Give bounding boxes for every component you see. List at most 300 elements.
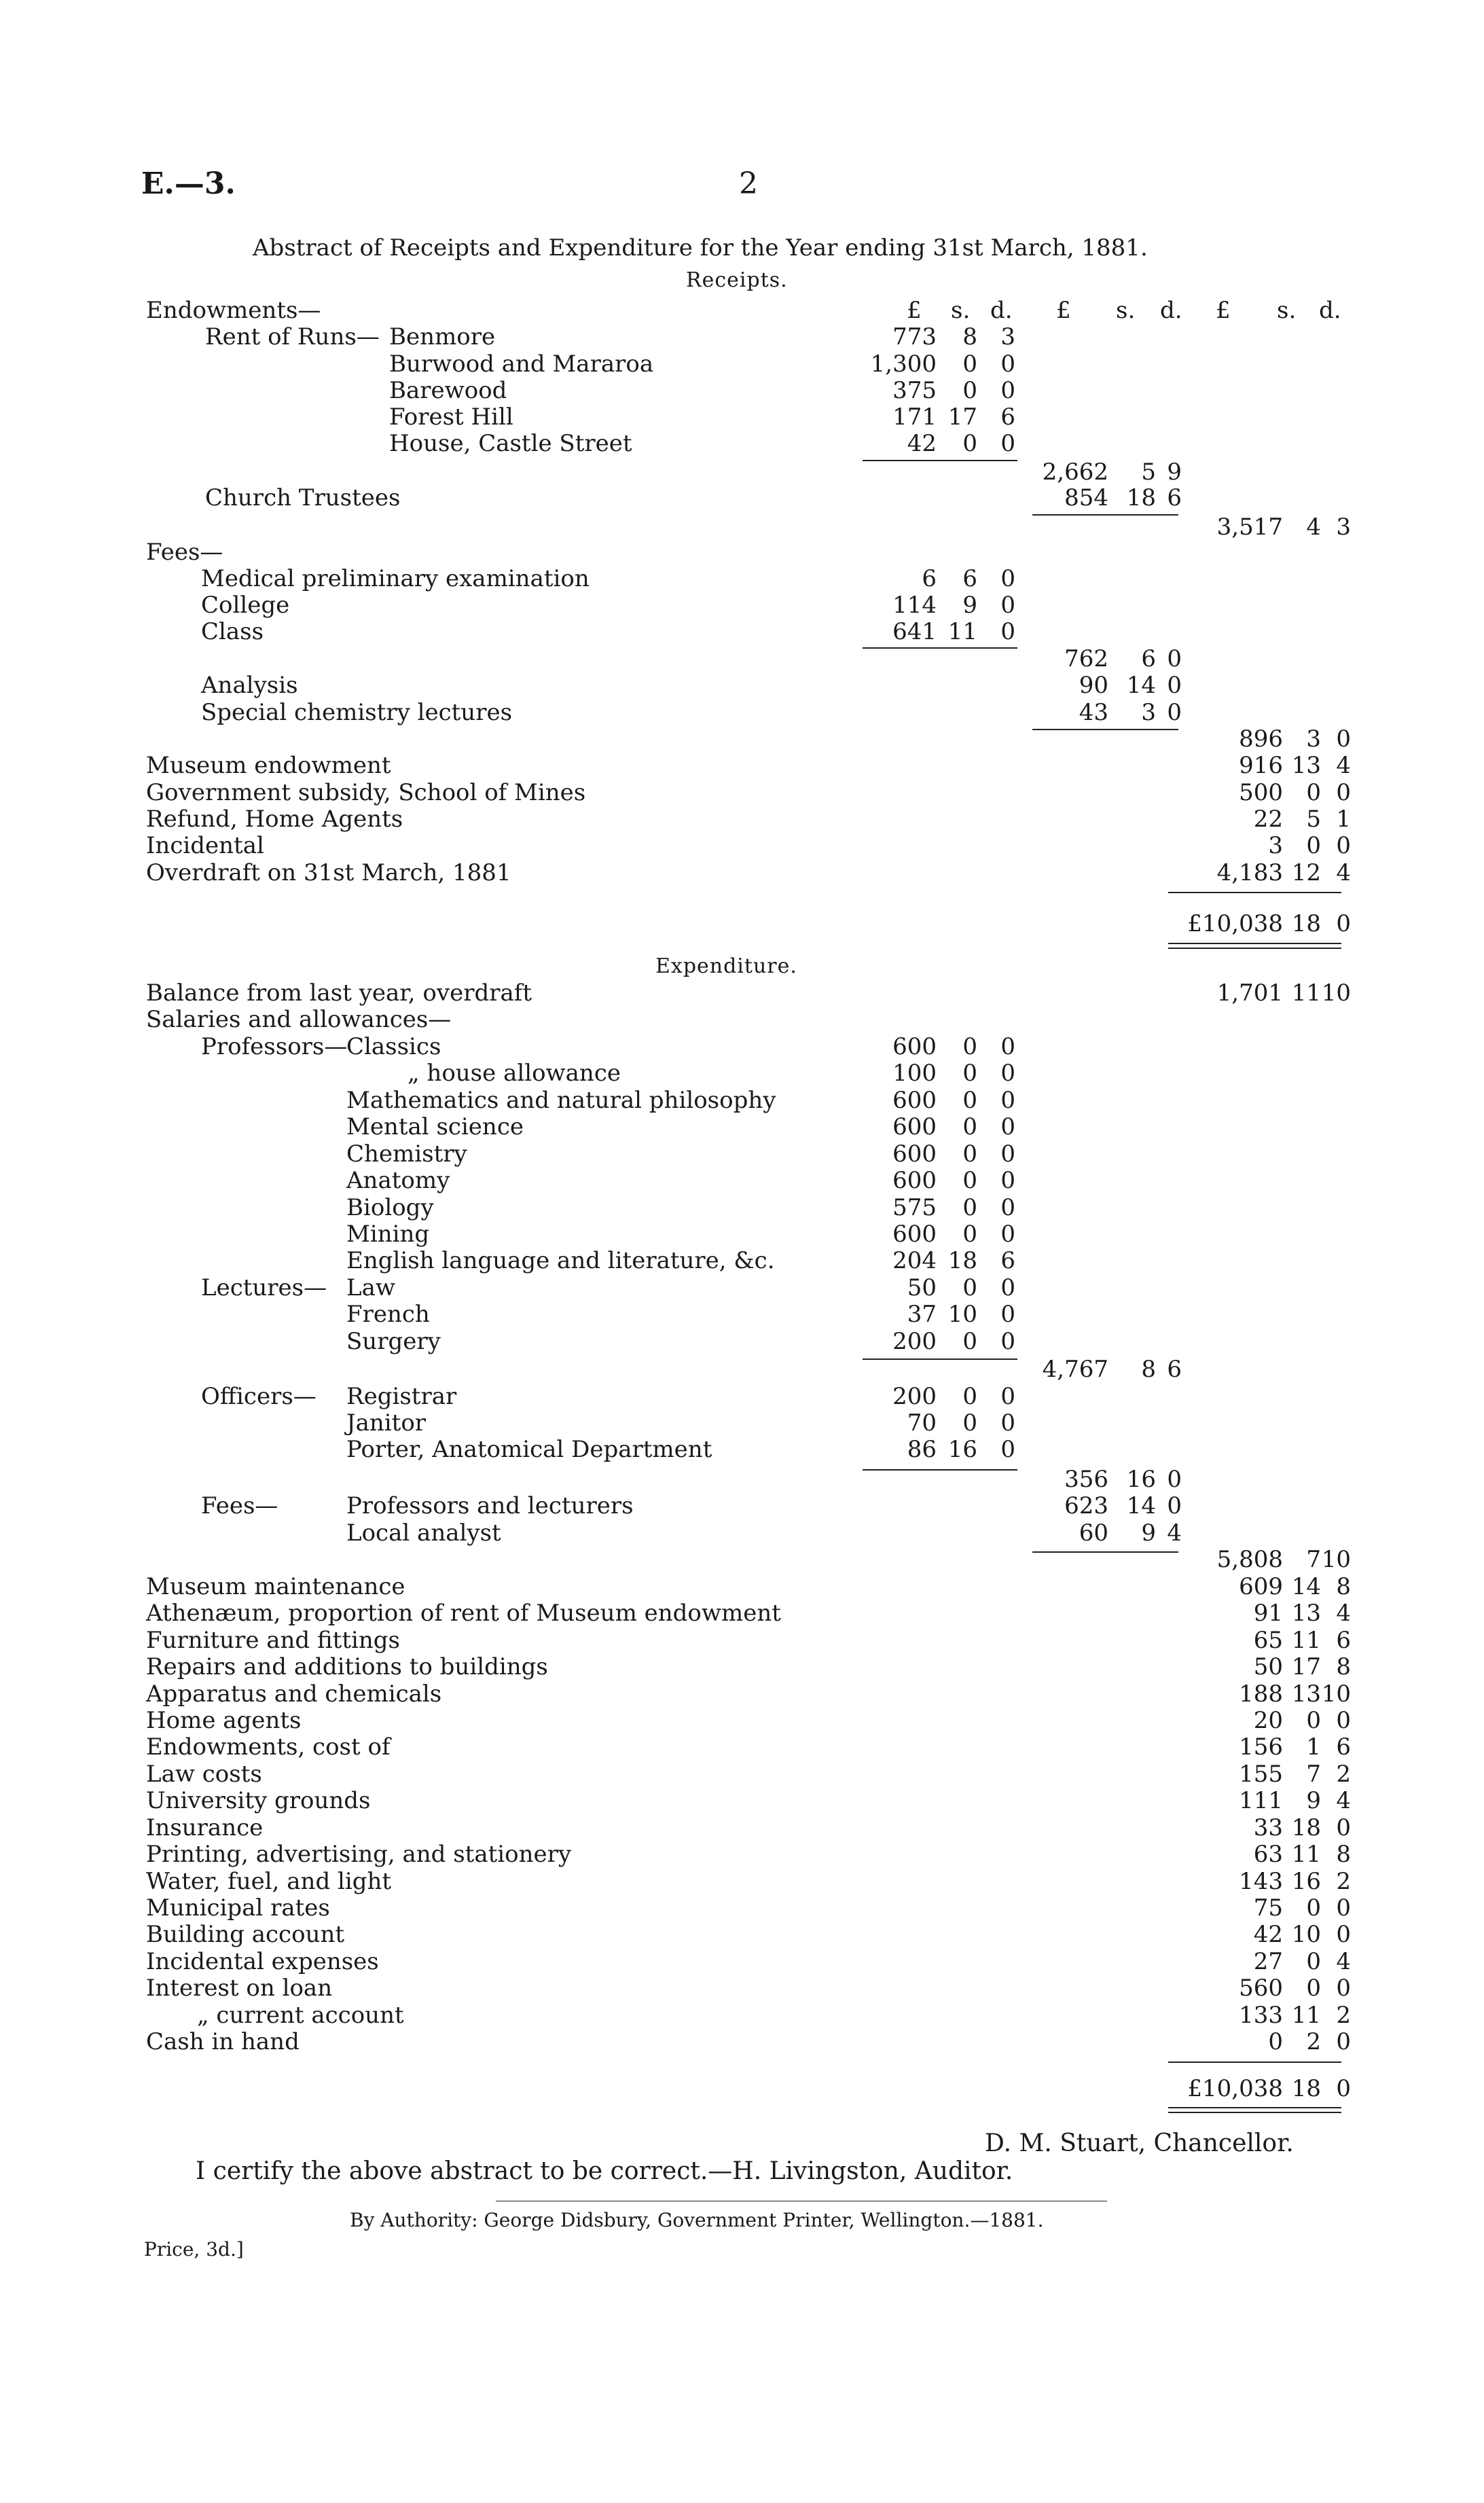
fee-label: Class (201, 618, 264, 645)
amount-pounds: 375 (892, 377, 937, 404)
amount-shillings: 16 (947, 1436, 977, 1463)
amount-shillings: 0 (962, 1087, 977, 1114)
amount-pounds: 600 (892, 1113, 937, 1140)
amount-shillings: 6 (1141, 645, 1156, 672)
amount-shillings: 17 (947, 403, 977, 431)
professor-row (0, 1167, 1484, 1194)
amount-shillings: 0 (1306, 1707, 1321, 1734)
lecture-label: Surgery (346, 1328, 441, 1355)
amount-pence: 0 (1167, 645, 1182, 672)
amount-shillings: 3 (1141, 699, 1156, 726)
page-title: Abstract of Receipts and Expenditure for the Year ending 31st March, 1881. (253, 234, 1148, 262)
amount-pence: 0 (1336, 832, 1351, 859)
amount-shillings: 0 (962, 1383, 977, 1410)
amount-pence: 4 (1336, 859, 1351, 886)
receipts-heading: Receipts. (686, 268, 788, 292)
amount-pounds: 204 (892, 1247, 937, 1274)
officers-subtotal-row (0, 1466, 1484, 1493)
amount-pounds: 575 (892, 1194, 937, 1221)
expenditure-label: Interest on loan (146, 1975, 333, 2002)
analysis-row (0, 672, 1484, 699)
officer-label: Janitor (346, 1409, 427, 1437)
amount-pounds: 600 (892, 1140, 937, 1168)
amount-pence: 0 (1000, 1383, 1015, 1410)
expenditure-label: Building account (146, 1921, 345, 1948)
expenditure-label: Insurance (146, 1814, 264, 1841)
grand-total-double-rule (1168, 2107, 1341, 2113)
amount-pounds: 33 (1253, 1814, 1283, 1841)
lecture-label: French (346, 1301, 430, 1328)
receipt-label: Museum endowment (146, 752, 391, 779)
price-note: Price, 3d.] (144, 2238, 244, 2261)
amount-pence: 0 (1336, 2075, 1351, 2102)
amount-pence: 6 (1000, 403, 1015, 431)
amount-pounds: 22 (1253, 806, 1283, 833)
amount-pence: 0 (1336, 1975, 1351, 2002)
expenditure-row (0, 1894, 1484, 1922)
fees-exp-label: Fees— (201, 1492, 278, 1519)
amount-shillings: 0 (962, 1140, 977, 1168)
amount-pounds: 773 (892, 323, 937, 350)
receipt-other-row (0, 779, 1484, 806)
amount-shillings: 14 (1126, 672, 1156, 699)
amount-pence: 6 (1167, 1356, 1182, 1383)
amount-pounds: 4,183 (1216, 859, 1283, 886)
expenditure-label: Endowments, cost of (146, 1733, 391, 1761)
amount-pounds: 916 (1239, 752, 1283, 779)
amount-pence: 0 (1000, 592, 1015, 619)
receipt-other-row (0, 859, 1484, 886)
amount-pence: 0 (1000, 377, 1015, 404)
fees-subtotal-row (0, 645, 1484, 672)
amount-pence: 0 (1167, 1466, 1182, 1493)
amount-pounds: 500 (1239, 779, 1283, 806)
rent-row (0, 430, 1484, 457)
fee-label: Medical preliminary examination (201, 565, 590, 592)
amount-pounds: 2,662 (1042, 458, 1108, 486)
amount-pence: 3 (1000, 323, 1015, 350)
endowments-heading-row (0, 297, 1484, 324)
fees-exp-row (0, 1519, 1484, 1547)
expenditure-row (0, 2028, 1484, 2055)
special-lectures-row (0, 699, 1484, 726)
amount-pence: 0 (1000, 1194, 1015, 1221)
amount-pence: 4 (1336, 1600, 1351, 1627)
amount-shillings: 6 (962, 565, 977, 592)
amount-pounds: 27 (1253, 1948, 1283, 1975)
amount-shillings: 8 (962, 323, 977, 350)
professor-label: „ house allowance (408, 1060, 621, 1087)
amount-shillings: 16 (1291, 1868, 1321, 1895)
amount-shillings: 11 (1291, 1841, 1321, 1868)
professor-label: Mental science (346, 1113, 524, 1140)
rent-row (0, 350, 1484, 378)
amount-shillings: 13 (1291, 1600, 1321, 1627)
amount-pence: 0 (1000, 1113, 1015, 1140)
amount-pounds: £10,038 (1187, 910, 1283, 937)
chancellor-signature: D. M. Stuart, Chancellor. (985, 2129, 1294, 2157)
amount-shillings: 18 (947, 1247, 977, 1274)
expenditure-label: Athenæum, proportion of rent of Museum endowment (146, 1600, 781, 1627)
endowments-total-row (0, 514, 1484, 541)
fee-label: College (201, 592, 290, 619)
amount-pence: 8 (1336, 1841, 1351, 1868)
amount-pence: 0 (1000, 1167, 1015, 1194)
amount-pounds: 560 (1239, 1975, 1283, 2002)
amount-pence: 6 (1336, 1627, 1351, 1654)
expenditure-row (0, 1975, 1484, 2002)
amount-pounds: 6 (922, 565, 937, 592)
amount-shillings: 9 (1141, 1519, 1156, 1547)
amount-pounds: 762 (1064, 645, 1108, 672)
amount-pounds: 156 (1239, 1733, 1283, 1761)
expenditure-row (0, 1627, 1484, 1654)
expenditure-label: Repairs and additions to buildings (146, 1653, 548, 1680)
amount-shillings: 0 (962, 1274, 977, 1301)
auditor-certification: I certify the above abstract to be correct.—H. Livingston, Auditor. (196, 2157, 1013, 2185)
lectures-label: Lectures— (201, 1274, 327, 1301)
amount-pounds: 91 (1253, 1600, 1283, 1627)
expenditure-row (0, 1653, 1484, 1680)
amount-pence: 0 (1336, 2028, 1351, 2055)
amount-pence: 6 (1167, 484, 1182, 511)
officer-row (0, 1436, 1484, 1463)
fees-exp-row (0, 1492, 1484, 1519)
amount-pounds: £10,038 (1187, 2075, 1283, 2102)
officers-label: Officers— (201, 1383, 316, 1410)
amount-pence: 2 (1336, 1761, 1351, 1788)
amount-shillings: 14 (1126, 1492, 1156, 1519)
amount-pence: 0 (1336, 910, 1351, 937)
expenditure-label: Incidental expenses (146, 1948, 379, 1975)
amount-pounds: 600 (892, 1087, 937, 1114)
amount-pounds: 0 (1268, 2028, 1283, 2055)
expenditure-label: Museum maintenance (146, 1573, 405, 1600)
expenditure-row (0, 1868, 1484, 1895)
amount-pence: 0 (1000, 1087, 1015, 1114)
fees-heading-row (0, 539, 1484, 566)
amount-pence: 10 (1321, 1546, 1351, 1573)
grand-total-double-rule (1168, 943, 1341, 949)
amount-pounds: 5,808 (1216, 1546, 1283, 1573)
col-pound-1: £ (907, 297, 922, 324)
amount-pence: 0 (1000, 1033, 1015, 1060)
fee-label: Local analyst (346, 1519, 501, 1547)
expenditure-label: Law costs (146, 1761, 262, 1788)
amount-pence: 0 (1000, 430, 1015, 457)
amount-pounds: 60 (1079, 1519, 1108, 1547)
officer-label: Porter, Anatomical Department (346, 1436, 712, 1463)
amount-pounds: 63 (1253, 1841, 1283, 1868)
amount-pounds: 143 (1239, 1868, 1283, 1895)
amount-pounds: 37 (907, 1301, 937, 1328)
salaries-heading-row (0, 1006, 1484, 1033)
amount-pence: 0 (1000, 350, 1015, 378)
run-label: Barewood (389, 377, 507, 404)
amount-pounds: 70 (907, 1409, 937, 1437)
amount-shillings: 11 (1291, 2002, 1321, 2029)
professors-subtotal-row (0, 1356, 1484, 1383)
expenditure-row (0, 1761, 1484, 1788)
expenditure-row (0, 1921, 1484, 1948)
amount-shillings: 10 (947, 1301, 977, 1328)
amount-shillings: 2 (1306, 2028, 1321, 2055)
expenditure-label: „ current account (197, 2002, 404, 2029)
amount-shillings: 0 (962, 377, 977, 404)
professor-row (0, 1113, 1484, 1140)
amount-shillings: 0 (1306, 832, 1321, 859)
amount-pence: 10 (1321, 979, 1351, 1007)
amount-pounds: 133 (1239, 2002, 1283, 2029)
amount-shillings: 18 (1291, 1814, 1321, 1841)
amount-pounds: 623 (1064, 1492, 1108, 1519)
amount-shillings: 18 (1291, 2075, 1321, 2102)
fee-label: Professors and lecturers (346, 1492, 634, 1519)
expenditure-row (0, 1787, 1484, 1814)
amount-shillings: 11 (1291, 979, 1321, 1007)
endowments-label: Endowments— (146, 297, 321, 324)
expenditure-label: Cash in hand (146, 2028, 300, 2055)
amount-shillings: 7 (1306, 1761, 1321, 1788)
amount-shillings: 7 (1306, 1546, 1321, 1573)
balance-label: Balance from last year, overdraft (146, 979, 532, 1007)
amount-pence: 4 (1336, 1948, 1351, 1975)
amount-shillings: 14 (1291, 1573, 1321, 1600)
total-rule (1168, 2061, 1341, 2063)
runs-subtotal-row (0, 458, 1484, 486)
col-pence-1: d. (990, 297, 1013, 324)
officer-row (0, 1383, 1484, 1410)
col-shilling-1: s. (951, 297, 971, 324)
church-trustees-row (0, 484, 1484, 511)
salaries-label: Salaries and allowances— (146, 1006, 452, 1033)
col-shilling-2: s. (1116, 297, 1136, 324)
amount-pounds: 50 (907, 1274, 937, 1301)
col-pound-3: £ (1216, 297, 1231, 324)
expenditure-label: University grounds (146, 1787, 371, 1814)
amount-shillings: 0 (962, 350, 977, 378)
amount-shillings: 12 (1291, 859, 1321, 886)
amount-pounds: 171 (892, 403, 937, 431)
amount-pence: 0 (1336, 725, 1351, 753)
officer-label: Registrar (346, 1383, 457, 1410)
amount-shillings: 4 (1306, 514, 1321, 541)
amount-pence: 6 (1000, 1247, 1015, 1274)
professor-label: Chemistry (346, 1140, 467, 1168)
printer-imprint: By Authority: George Didsbury, Government Printer, Wellington.—1881. (350, 2209, 1044, 2231)
expenditure-label: Apparatus and chemicals (146, 1680, 442, 1708)
professor-row (0, 1247, 1484, 1274)
amount-pence: 3 (1336, 514, 1351, 541)
amount-pence: 0 (1336, 779, 1351, 806)
amount-pence: 0 (1000, 1274, 1015, 1301)
amount-pence: 0 (1336, 1814, 1351, 1841)
amount-pence: 8 (1336, 1573, 1351, 1600)
amount-pounds: 90 (1079, 672, 1108, 699)
amount-shillings: 0 (962, 1221, 977, 1248)
amount-pence: 10 (1321, 1680, 1351, 1708)
amount-pounds: 42 (907, 430, 937, 457)
amount-pounds: 609 (1239, 1573, 1283, 1600)
amount-shillings: 11 (1291, 1627, 1321, 1654)
lecture-row (0, 1328, 1484, 1355)
run-label: Burwood and Mararoa (389, 350, 654, 378)
amount-shillings: 0 (962, 1328, 977, 1355)
expenditure-heading: Expenditure. (655, 954, 797, 978)
rent-row (0, 403, 1484, 431)
amount-pence: 0 (1000, 1409, 1015, 1437)
amount-shillings: 3 (1306, 725, 1321, 753)
amount-pence: 0 (1167, 699, 1182, 726)
amount-pence: 0 (1000, 1436, 1015, 1463)
amount-pence: 1 (1336, 806, 1351, 833)
amount-pounds: 600 (892, 1221, 937, 1248)
amount-shillings: 9 (1306, 1787, 1321, 1814)
amount-pounds: 111 (1239, 1787, 1283, 1814)
amount-pounds: 50 (1253, 1653, 1283, 1680)
amount-pence: 0 (1336, 1707, 1351, 1734)
amount-pounds: 4,767 (1042, 1356, 1108, 1383)
amount-pence: 0 (1167, 672, 1182, 699)
professor-row (0, 1194, 1484, 1221)
rent-row-benmore (0, 323, 1484, 350)
expenditure-label: Printing, advertising, and stationery (146, 1841, 572, 1868)
col-pence-2: d. (1160, 297, 1182, 324)
expenditure-row (0, 1814, 1484, 1841)
receipt-other-row (0, 806, 1484, 833)
amount-pounds: 600 (892, 1033, 937, 1060)
amount-pounds: 1,300 (870, 350, 937, 378)
amount-shillings: 18 (1291, 910, 1321, 937)
professor-row (0, 1087, 1484, 1114)
amount-shillings: 0 (962, 1060, 977, 1087)
expenditure-label: Water, fuel, and light (146, 1868, 392, 1895)
amount-shillings: 13 (1291, 1680, 1321, 1708)
amount-shillings: 0 (962, 430, 977, 457)
expenditure-grand-total-row (0, 2075, 1484, 2102)
expenditure-label: Municipal rates (146, 1894, 330, 1922)
col-shilling-3: s. (1277, 297, 1297, 324)
receipt-label: Government subsidy, School of Mines (146, 779, 586, 806)
amount-pounds: 86 (907, 1436, 937, 1463)
amount-pounds: 155 (1239, 1761, 1283, 1788)
amount-shillings: 10 (1291, 1921, 1321, 1948)
amount-pence: 0 (1167, 1492, 1182, 1519)
amount-shillings: 5 (1141, 458, 1156, 486)
amount-shillings: 8 (1141, 1356, 1156, 1383)
analysis-label: Analysis (201, 672, 298, 699)
expenditure-row (0, 1573, 1484, 1600)
expenditure-label: Furniture and fittings (146, 1627, 400, 1654)
amount-pounds: 20 (1253, 1707, 1283, 1734)
amount-pence: 0 (1000, 1301, 1015, 1328)
expenditure-row (0, 1733, 1484, 1761)
expenditure-row (0, 1680, 1484, 1708)
fee-row (0, 592, 1484, 619)
amount-pounds: 43 (1079, 699, 1108, 726)
amount-shillings: 13 (1291, 752, 1321, 779)
col-pence-3: d. (1319, 297, 1341, 324)
amount-pounds: 356 (1064, 1466, 1108, 1493)
special-lectures-label: Special chemistry lectures (201, 699, 513, 726)
amount-pounds: 3 (1268, 832, 1283, 859)
church-trustees-label: Church Trustees (205, 484, 401, 511)
amount-pounds: 75 (1253, 1894, 1283, 1922)
amount-pence: 0 (1000, 1328, 1015, 1355)
lecture-label: Law (346, 1274, 395, 1301)
amount-shillings: 0 (1306, 1894, 1321, 1922)
amount-shillings: 16 (1126, 1466, 1156, 1493)
amount-pence: 8 (1336, 1653, 1351, 1680)
professor-row (0, 1221, 1484, 1248)
expenditure-row (0, 1600, 1484, 1627)
expenditure-row (0, 2002, 1484, 2029)
rent-row (0, 377, 1484, 404)
col-pound-2: £ (1056, 297, 1071, 324)
amount-pounds: 600 (892, 1167, 937, 1194)
professor-label: Anatomy (346, 1167, 450, 1194)
receipt-label: Refund, Home Agents (146, 806, 403, 833)
professor-label: Biology (346, 1194, 434, 1221)
receipt-other-row (0, 752, 1484, 779)
professor-row (0, 1140, 1484, 1168)
amount-pence: 2 (1336, 1868, 1351, 1895)
total-rule (1168, 892, 1341, 893)
amount-pence: 0 (1000, 1140, 1015, 1168)
expenditure-row (0, 1841, 1484, 1868)
amount-shillings: 0 (962, 1033, 977, 1060)
amount-pounds: 896 (1239, 725, 1283, 753)
receipts-grand-total-row (0, 910, 1484, 937)
fee-row (0, 565, 1484, 592)
balance-row (0, 979, 1484, 1007)
receipt-other-row (0, 832, 1484, 859)
amount-pence: 6 (1336, 1733, 1351, 1761)
amount-pence: 2 (1336, 2002, 1351, 2029)
amount-shillings: 5 (1306, 806, 1321, 833)
professor-label: Classics (346, 1033, 441, 1060)
amount-pounds: 200 (892, 1328, 937, 1355)
document-code: E.—3. (141, 166, 236, 201)
lecture-row (0, 1301, 1484, 1328)
amount-pence: 0 (1000, 565, 1015, 592)
amount-shillings: 0 (962, 1194, 977, 1221)
professor-row (0, 1033, 1484, 1060)
run-label: Benmore (389, 323, 496, 350)
amount-shillings: 11 (947, 618, 977, 645)
amount-pounds: 641 (892, 618, 937, 645)
fees-label: Fees— (146, 539, 223, 566)
amount-pounds: 3,517 (1216, 514, 1283, 541)
expenditure-row (0, 1707, 1484, 1734)
professor-row (0, 1060, 1484, 1087)
amount-shillings: 0 (1306, 1948, 1321, 1975)
officer-row (0, 1409, 1484, 1437)
amount-pence: 9 (1167, 458, 1182, 486)
lecture-row (0, 1274, 1484, 1301)
amount-pounds: 200 (892, 1383, 937, 1410)
amount-pence: 4 (1336, 1787, 1351, 1814)
amount-pence: 0 (1000, 1221, 1015, 1248)
receipt-label: Overdraft on 31st March, 1881 (146, 859, 511, 886)
expenditure-label: Home agents (146, 1707, 302, 1734)
amount-shillings: 0 (962, 1409, 977, 1437)
run-label: House, Castle Street (389, 430, 632, 457)
amount-pounds: 42 (1253, 1921, 1283, 1948)
amount-pounds: 65 (1253, 1627, 1283, 1654)
amount-shillings: 1 (1306, 1733, 1321, 1761)
amount-pence: 4 (1336, 752, 1351, 779)
